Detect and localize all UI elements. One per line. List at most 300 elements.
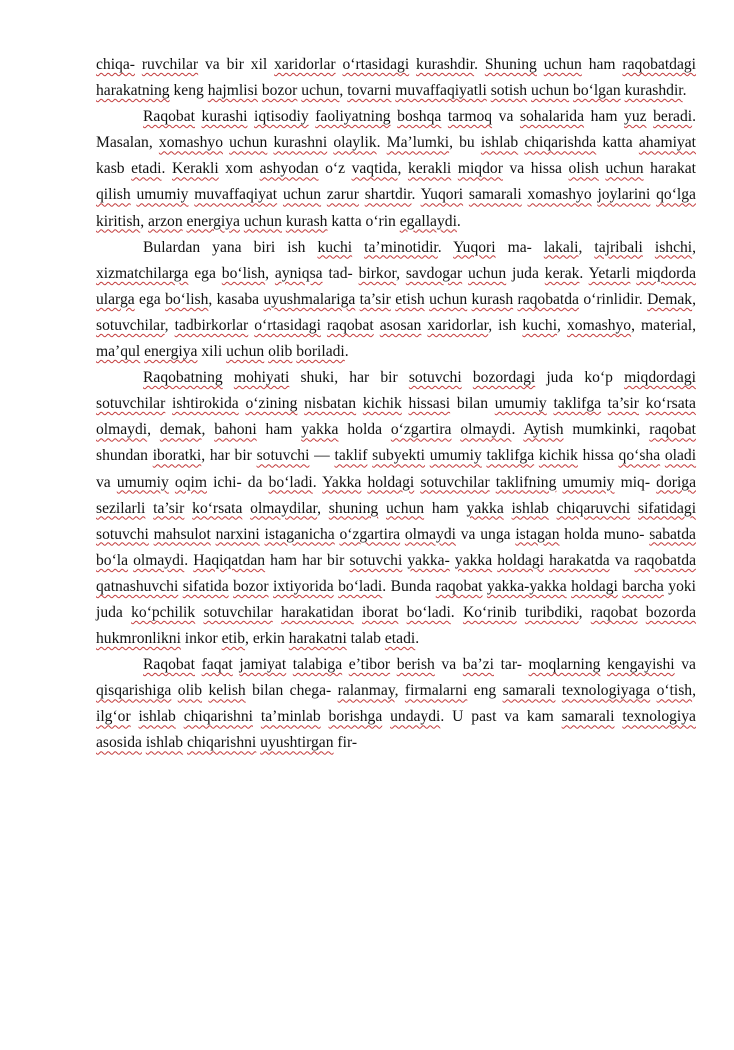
text-run [195,108,202,125]
text-run: holda [338,421,391,439]
spellcheck-flagged-word: tadbirkorlar [174,316,249,334]
spellcheck-flagged-word: birkor [358,264,397,282]
spellcheck-flagged-word: ashyodan [259,160,319,178]
spellcheck-flagged-word: yakka [466,499,504,517]
text-run [451,421,460,438]
spellcheck-flagged-word: etib [221,630,246,648]
spellcheck-flagged-word: o‘rtasidagi [342,56,410,73]
spellcheck-flagged-word: doriga [656,473,696,491]
spellcheck-flagged-word: ishlab [511,499,549,517]
text-run: katta [596,134,639,152]
spellcheck-flagged-word: sotuvchi [408,369,462,387]
spellcheck-flagged-word: sifatida [182,577,229,595]
text-run: inkor [180,630,222,648]
text-run: keng [169,82,208,100]
spellcheck-flagged-word: taklifning [495,473,557,491]
spellcheck-flagged-word: miqdorda [636,264,697,282]
spellcheck-flagged-word: ta’minlab [260,708,321,726]
spellcheck-flagged-word: ma’qul [96,343,141,361]
spellcheck-flagged-word: taklifga [486,447,535,465]
spellcheck-flagged-word: barcha [622,577,664,595]
spellcheck-flagged-word: muvaffaqiyatli [395,82,487,100]
spellcheck-flagged-word: demak [159,421,202,439]
spellcheck-flagged-word: ko‘rsata [192,499,243,517]
text-run: Bulardan yana biri ish [143,238,318,256]
spellcheck-flagged-word: Raqobatning [143,369,223,387]
text-run: miq- [614,473,657,491]
text-run [462,369,473,386]
text-run: juda ko‘p [535,369,625,387]
text-run: , [692,238,697,256]
text-run [409,56,416,73]
spellcheck-flagged-word: bozor [233,577,269,595]
spellcheck-flagged-word: Yetarli [588,264,631,282]
spellcheck-flagged-word: ba’zi [462,656,494,674]
text-run: o‘rinlidir. [578,290,648,308]
text-run: ham [584,108,625,126]
text-run [242,500,250,517]
spellcheck-flagged-word: holdagi [571,577,618,595]
spellcheck-flagged-word: olmaydi [404,525,456,543]
spellcheck-flagged-word: tajribali [594,238,643,256]
spellcheck-flagged-word: harakatni [288,630,347,648]
spellcheck-flagged-word: sifatidagi [638,499,697,517]
text-run [176,708,184,725]
paragraph-essence-of-competition [96,365,696,652]
text-run: , [692,290,696,308]
spellcheck-flagged-word: sotuvchi [349,551,403,569]
spellcheck-flagged-word: olib [268,343,293,361]
text-run: holda muno- [559,525,650,543]
spellcheck-flagged-word: o‘zining [245,395,298,413]
spellcheck-flagged-word: kurash [471,290,514,308]
spellcheck-flagged-word: umumiy [494,395,547,413]
spellcheck-flagged-word: istagan [515,525,560,543]
spellcheck-flagged-word: bo‘lish [221,264,266,282]
spellcheck-flagged-word: bo‘ladi [338,577,383,595]
spellcheck-flagged-word: kerakli [407,160,452,178]
spellcheck-flagged-word: jamiyat [239,656,287,674]
text-run: tad- [322,264,359,282]
paragraph-technology-incentive [96,652,696,756]
spellcheck-flagged-word: ilg‘or [96,708,131,726]
spellcheck-flagged-word: uchun [282,186,322,204]
text-run [398,604,406,621]
text-run: , ish [488,316,523,334]
text-run: juda [506,264,545,282]
spellcheck-flagged-word: qatnashuvchi [96,577,179,595]
spellcheck-flagged-word: tovarni [347,82,392,100]
spellcheck-flagged-word: faqat [201,656,233,674]
text-run: , [692,682,696,700]
text-run [451,160,458,177]
spellcheck-flagged-word: iborat [361,603,399,621]
spellcheck-flagged-word: olmaydilar [250,499,318,517]
spellcheck-flagged-word: hissasi [408,395,451,413]
spellcheck-flagged-word: e’tibor [348,656,391,674]
spellcheck-flagged-word: xizmatchilarga [96,264,189,282]
spellcheck-flagged-word: chiqa- [96,56,135,73]
spellcheck-flagged-word: sohalarida [519,108,585,126]
spellcheck-flagged-word: bo‘la [96,551,129,569]
spellcheck-flagged-word: umumiy [562,473,615,491]
spellcheck-flagged-word: kuchi [522,316,558,334]
spellcheck-flagged-word: ayniqsa [274,264,323,282]
spellcheck-flagged-word: vaqtida [351,160,398,178]
spellcheck-flagged-word: raqobatdagi [622,56,697,73]
text-run: , kasaba [208,290,264,308]
spellcheck-flagged-word: Kerakli [171,160,219,178]
spellcheck-flagged-word: olmaydi [460,421,512,439]
text-run: ma- [495,238,544,256]
text-run: — [309,447,335,465]
spellcheck-flagged-word: energiya [144,343,198,361]
text-run: , [578,603,591,621]
spellcheck-flagged-word: olmaydi [133,551,185,569]
spellcheck-flagged-word: etadi [384,630,416,648]
text-run [131,708,139,725]
text-run [165,395,172,412]
text-run [184,500,192,517]
text-run: yoki juda [96,577,696,621]
spellcheck-flagged-word: sotuvchi [96,525,149,543]
spellcheck-flagged-word: texnologiyaga [561,682,651,700]
spellcheck-flagged-word: yakka [301,421,339,439]
text-run: ega [134,290,166,308]
spellcheck-flagged-word: mahsulot [153,525,211,543]
spellcheck-flagged-word: Yuqori [420,186,464,204]
spellcheck-flagged-word: undaydi [390,708,441,726]
spellcheck-flagged-word: taklif [334,447,368,465]
text-run [195,656,202,673]
spellcheck-flagged-word: samarali [561,708,615,726]
spellcheck-flagged-word: shartdir [364,186,412,204]
text-run [223,369,234,386]
text-run: ega [188,264,222,282]
spellcheck-flagged-word: tarmoq [447,108,493,126]
text-run: shuki, har bir [289,369,409,387]
text-run [354,604,362,621]
text-run [504,500,512,517]
spellcheck-flagged-word: holdagi [497,551,544,569]
text-run: . [344,343,349,361]
spellcheck-flagged-word: chiqaruvchi [556,499,631,517]
text-run: va [96,473,117,491]
spellcheck-flagged-word: miqdordagi [624,369,696,387]
spellcheck-flagged-word: uchun [301,82,340,100]
text-run: , material, [631,316,697,334]
spellcheck-flagged-word: Demak [647,290,693,308]
spellcheck-flagged-word: etish [395,290,425,308]
spellcheck-flagged-word: oqim [174,473,207,491]
spellcheck-flagged-word: xomashyo [566,316,632,334]
text-run [356,395,363,412]
spellcheck-flagged-word: umumiy [136,186,189,204]
spellcheck-flagged-word: ishtirokida [172,395,239,413]
spellcheck-flagged-word: umumiy [116,473,169,491]
spellcheck-flagged-word: Aytish [523,421,564,439]
spellcheck-flagged-word: bo‘lgan [573,82,621,100]
spellcheck-flagged-word: uchun [468,264,507,282]
text-run: bilan chega- [245,682,338,700]
paragraph-resource-competition [96,104,696,234]
text-run: tar- [493,656,529,674]
spellcheck-flagged-word: bahoni [214,421,257,439]
text-run: ham [256,421,302,439]
spellcheck-flagged-word: Raqobat [143,656,195,674]
text-run: ham har bir [265,551,350,569]
spellcheck-flagged-word: kurashni [273,134,328,152]
text-run: . [682,82,687,100]
text-run: , [201,421,215,439]
text-run: . [411,186,421,204]
text-run [352,239,364,256]
spellcheck-flagged-word: kengayishi [607,656,675,674]
spellcheck-flagged-word: raqobatda [634,551,697,569]
text-run: kasb [96,160,132,178]
spellcheck-flagged-word: ko‘pchilik [131,603,196,621]
spellcheck-flagged-word: kerak [544,264,580,282]
text-run: talab [346,630,385,648]
text-run [135,56,142,73]
spellcheck-flagged-word: bo‘lish [165,290,209,308]
text-run [286,656,293,673]
spellcheck-flagged-word: energiya [186,212,240,230]
spellcheck-flagged-word: oladi [664,447,697,465]
spellcheck-flagged-word: o‘zgartira [390,421,452,439]
spellcheck-flagged-word: taklifga [553,395,602,413]
spellcheck-flagged-word: raqobat [326,316,374,334]
spellcheck-flagged-word: uchun [229,134,268,152]
spellcheck-flagged-word: turibdiki [524,603,579,621]
spellcheck-flagged-word: istaganicha [264,525,335,543]
text-run: . [456,212,461,230]
spellcheck-flagged-word: ishlab [480,134,519,152]
spellcheck-flagged-word: harakatda [549,551,610,569]
text-run: o‘z [318,160,352,178]
text-run: . [579,264,589,282]
text-run: . [184,551,194,569]
text-run [601,395,608,412]
spellcheck-flagged-word: raqobatda [517,290,579,308]
text-run: va [434,656,463,674]
text-run: , [339,82,348,100]
spellcheck-flagged-word: ishchi [654,238,693,256]
spellcheck-flagged-word: muvaffaqiyat [194,186,278,204]
text-run: bilan [450,395,495,413]
text-run: ham [424,499,467,517]
spellcheck-flagged-word: joylarini [597,186,651,204]
text-run: mumkinki, [563,421,650,439]
spellcheck-flagged-word: nisbatan [304,395,357,413]
text-run: . [474,56,485,73]
spellcheck-flagged-word: moqlarning [528,656,601,674]
spellcheck-flagged-word: asosida [96,734,142,752]
spellcheck-flagged-word: ralanmay [337,682,395,700]
spellcheck-flagged-word: chiqarishni [186,734,257,752]
spellcheck-flagged-word: sotuvchilar [203,603,273,621]
text-run: , [140,212,148,230]
spellcheck-flagged-word: uchun [531,82,570,100]
spellcheck-flagged-word: shuning [328,499,379,517]
spellcheck-flagged-word: kelish [208,682,246,700]
spellcheck-flagged-word: chiqarishda [524,134,597,152]
spellcheck-flagged-word: ko‘rsata [645,395,696,413]
text-run [145,500,153,517]
text-run: va hissa [502,160,569,178]
spellcheck-flagged-word: yuz [624,108,647,126]
spellcheck-flagged-word: uyushtirgan [260,734,334,752]
spellcheck-flagged-word: ta’minotidir [364,238,438,256]
spellcheck-flagged-word: o‘tish [656,682,693,700]
spellcheck-flagged-word: ishlab [138,708,176,726]
spellcheck-flagged-word: o‘zgartira [339,525,401,543]
spellcheck-flagged-word: uchun [543,56,582,73]
spellcheck-flagged-word: kurashi [201,108,248,126]
text-run [253,708,261,725]
text-run: , [147,421,160,439]
text-run [639,395,646,412]
spellcheck-flagged-word: ta’sir [359,290,391,308]
text-run [273,604,281,621]
spellcheck-flagged-word: boshqa [397,108,442,126]
spellcheck-flagged-word: asosan [379,316,422,334]
text-run: fir- [333,734,358,752]
spellcheck-flagged-word: raqobat [649,421,697,439]
spellcheck-flagged-word: kichik [362,395,402,413]
spellcheck-flagged-word: berish [396,656,435,674]
spellcheck-flagged-word: uchun [226,343,265,361]
spellcheck-flagged-word: Ma’lumki [386,134,450,152]
spellcheck-flagged-word: bo‘ladi [268,473,313,491]
spellcheck-flagged-word: samarali [468,186,522,204]
text-run: . Masalan, [96,108,696,152]
spellcheck-flagged-word: kiritish [96,212,141,230]
text-run: shundan [96,447,153,465]
text-run [638,604,646,621]
spellcheck-flagged-word: zarur [326,186,359,204]
spellcheck-flagged-word: Ko‘rinib [462,603,517,621]
spellcheck-flagged-word: savdogar [405,264,463,282]
text-run [630,500,638,517]
spellcheck-flagged-word: xomashyo [158,134,223,152]
spellcheck-flagged-word: uchun [243,212,282,230]
spellcheck-flagged-word: sotuvchilar [96,316,165,334]
text-run: . U past va kam [440,708,562,726]
text-run: , har bir [201,447,257,465]
text-run: . [450,603,463,621]
spellcheck-flagged-word: narxini [215,525,260,543]
text-run: . [312,473,323,491]
text-run: , [164,316,175,334]
spellcheck-flagged-word: faoliyatning [315,108,391,126]
spellcheck-flagged-word: olib [177,682,203,700]
text-run [321,708,329,725]
spellcheck-flagged-word: ta’sir [607,395,639,413]
spellcheck-flagged-word: ishlab [145,734,184,752]
text-run [342,656,349,673]
spellcheck-flagged-word: firmalarni [404,682,468,700]
spellcheck-flagged-word: qisqarishiga [96,682,172,700]
text-run: . [511,421,524,439]
text-run [537,56,544,73]
spellcheck-flagged-word: hukmronlikni [96,630,181,648]
spellcheck-flagged-word: yakka [454,551,493,569]
spellcheck-flagged-word: Yakka [322,473,362,491]
spellcheck-flagged-word: borishga [328,708,383,726]
spellcheck-flagged-word: sotuvchilar [420,473,490,491]
document-page [96,52,696,757]
spellcheck-flagged-word: bozordagi [472,369,536,387]
text-run: , [394,682,405,700]
text-run: , [265,264,275,282]
text-run [402,395,409,412]
text-run: harakat [643,160,697,178]
spellcheck-flagged-word: kichik [538,447,578,465]
spellcheck-flagged-word: olmaydi [96,421,148,439]
text-run: eng [467,682,503,700]
text-run [549,500,557,517]
spellcheck-flagged-word: qo‘sha [618,447,661,465]
spellcheck-flagged-word: olaylik [333,134,377,152]
spellcheck-flagged-word: xaridorlar [427,316,489,334]
spellcheck-flagged-word: etadi [131,160,162,178]
spellcheck-flagged-word: olish [568,160,599,178]
text-run [643,239,655,256]
spellcheck-flagged-word: lakali [543,238,579,256]
text-run: , [578,238,595,256]
spellcheck-flagged-word: kurash [285,212,328,230]
spellcheck-flagged-word: holdagi [367,473,415,491]
spellcheck-flagged-word: umumiy [429,447,482,465]
paragraph-labor-supply [96,235,696,365]
text-run: xili [197,343,227,361]
text-run: , [557,316,567,334]
text-run: , [397,160,408,178]
text-run: hissa [577,447,619,465]
text-run: ham [581,56,623,73]
spellcheck-flagged-word: egallaydi [399,212,457,230]
spellcheck-flagged-word: yakka- [407,551,450,569]
spellcheck-flagged-word: bozor [261,82,298,100]
text-run: . [437,238,454,256]
spellcheck-flagged-word: kurashdir [416,56,475,73]
text-run [517,604,525,621]
spellcheck-flagged-word: subyekti [372,447,426,465]
spellcheck-flagged-word: ruvchilar [141,56,199,73]
spellcheck-flagged-word: arzon [147,212,183,230]
paragraph-competition-definition [96,52,696,104]
spellcheck-flagged-word: o‘rtasidagi [254,316,321,334]
text-run: va bir xil [198,56,275,73]
spellcheck-flagged-word: Haqiqatdan [193,551,266,569]
spellcheck-flagged-word: sezilarli [96,499,146,517]
spellcheck-flagged-word: bozorda [645,603,697,621]
spellcheck-flagged-word: ixtiyorida [273,577,334,595]
text-run: . [376,134,387,152]
spellcheck-flagged-word: raqobat [590,603,638,621]
spellcheck-flagged-word: harakatidan [281,603,354,621]
spellcheck-flagged-word: Raqobat [143,108,195,126]
text-run: . [415,630,420,648]
spellcheck-flagged-word: raqobat [435,577,483,595]
spellcheck-flagged-word: talabiga [292,656,343,674]
spellcheck-flagged-word: ahamiyat [638,134,697,152]
spellcheck-flagged-word: kuchi [317,238,353,256]
spellcheck-flagged-word: uchun [605,160,644,178]
spellcheck-flagged-word: Shuning [484,56,537,73]
text-run [441,108,448,125]
